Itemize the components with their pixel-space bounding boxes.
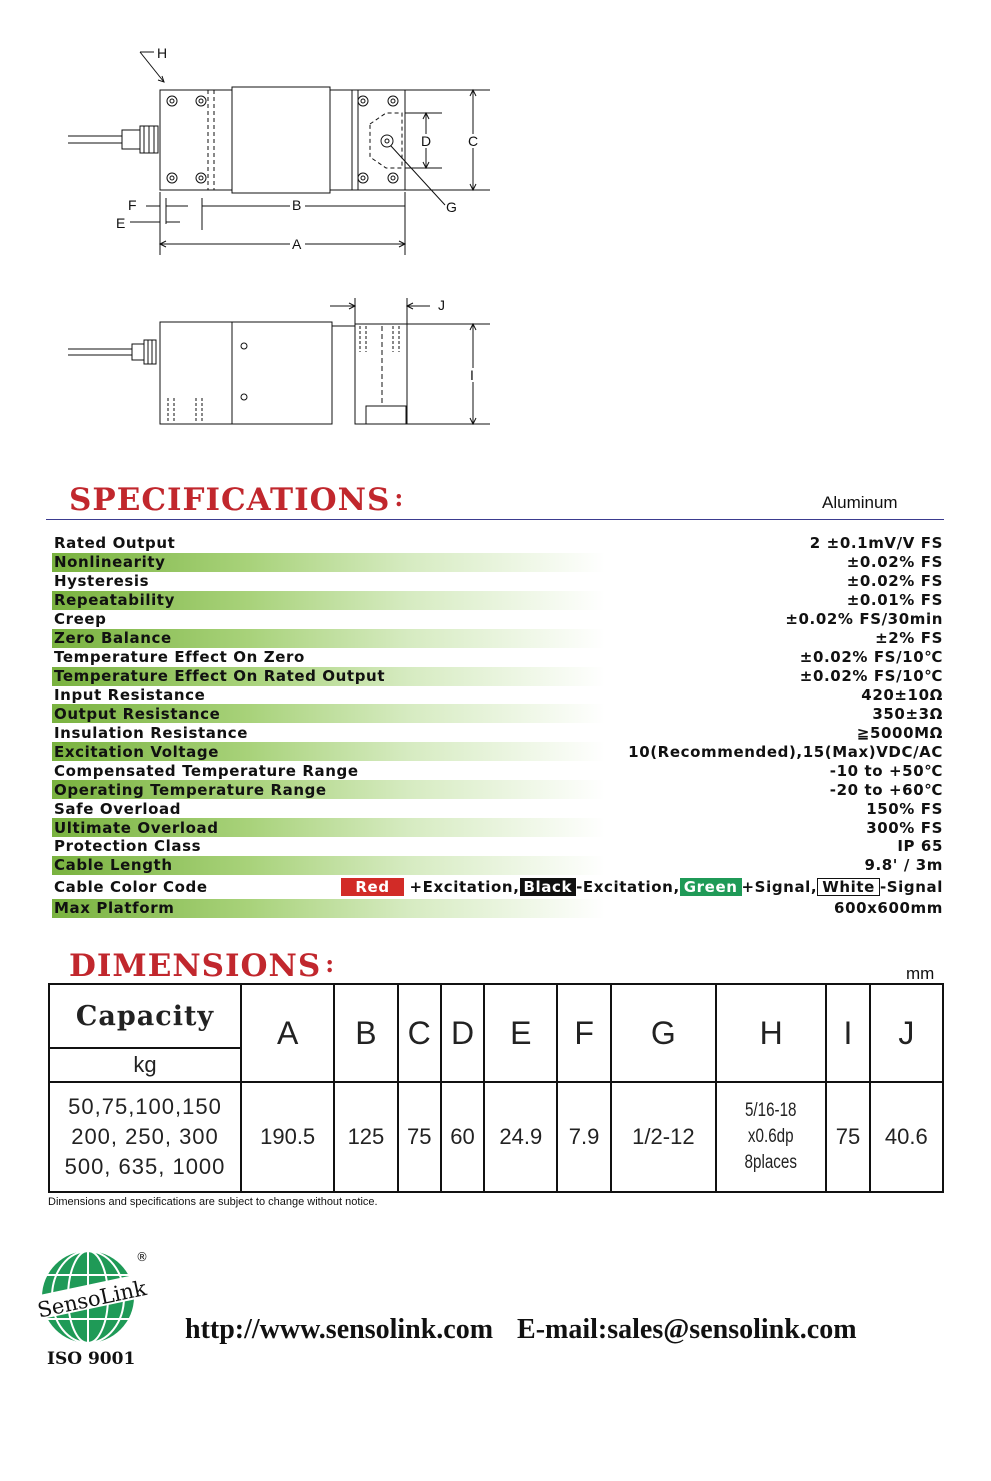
- label-b: B: [292, 197, 302, 213]
- email-link[interactable]: E-mail:sales@sensolink.com: [517, 1314, 857, 1345]
- red-wire-desc: +Excitation,: [409, 877, 520, 896]
- label-f: F: [128, 197, 137, 213]
- material-label: Aluminum: [822, 493, 898, 512]
- white-wire-desc: -Signal: [879, 877, 943, 896]
- spec-label: Cable Length: [54, 856, 173, 875]
- label-a: A: [292, 236, 302, 252]
- capacity-line: 200, 250, 300: [71, 1124, 219, 1149]
- contact-line: [185, 1314, 857, 1346]
- spec-value: -10 to +50℃: [829, 761, 943, 780]
- capacity-line: 50,75,100,150: [68, 1094, 222, 1119]
- logo-wordmark: SensoLink: [35, 1275, 149, 1323]
- spec-label: Protection Class: [54, 837, 202, 856]
- spec-row: [52, 818, 944, 837]
- spec-value: ±0.02% FS/10℃: [799, 648, 943, 667]
- spec-label: Cable Color Code: [54, 877, 208, 896]
- value-a: 190.5: [241, 1082, 334, 1192]
- spec-value: 420±10Ω: [861, 685, 943, 704]
- spec-value: ±0.01% FS: [846, 591, 943, 610]
- value-h: [716, 1082, 826, 1192]
- spec-label: Zero Balance: [54, 629, 172, 648]
- thread-line: 8places: [744, 1152, 798, 1173]
- spec-row: [52, 686, 944, 705]
- thread-line: 5/16-18: [745, 1100, 797, 1121]
- value-b: 125: [334, 1082, 397, 1192]
- green-wire-chip: Green: [680, 878, 742, 896]
- spec-label: Rated Output: [54, 534, 176, 553]
- spec-value: 9.8' / 3m: [864, 856, 943, 875]
- col-f: F: [557, 984, 610, 1082]
- col-d: D: [441, 984, 484, 1082]
- value-d: 60: [441, 1082, 484, 1192]
- spec-value: ±0.02% FS: [846, 553, 943, 572]
- value-g: 1/2-12: [611, 1082, 716, 1192]
- top-view: [68, 52, 490, 255]
- spec-row: [52, 723, 944, 742]
- cable-color-row: [52, 875, 944, 899]
- spec-row: [52, 761, 944, 780]
- dimensions-table: [48, 983, 944, 1193]
- col-b: B: [334, 984, 397, 1082]
- spec-value: 150% FS: [866, 799, 943, 818]
- value-e: 24.9: [484, 1082, 557, 1192]
- capacity-values: [49, 1082, 241, 1192]
- spec-row: [52, 667, 944, 686]
- spec-row-max-platform: [52, 899, 944, 918]
- label-d: D: [421, 133, 432, 149]
- capacity-line: 500, 635, 1000: [64, 1154, 226, 1179]
- side-view: [68, 298, 490, 424]
- spec-value: 2 ±0.1mV/V FS: [809, 534, 943, 553]
- spec-row: [52, 591, 944, 610]
- spec-label: Temperature Effect On Rated Output: [54, 667, 386, 686]
- spec-value: -20 to +60℃: [829, 780, 943, 799]
- spec-label: Repeatability: [54, 591, 175, 610]
- spec-row: [52, 553, 944, 572]
- value-i: 75: [826, 1082, 869, 1192]
- spec-label: Nonlinearity: [54, 553, 166, 572]
- spec-label: Ultimate Overload: [54, 818, 219, 837]
- spec-label: Max Platform: [54, 899, 175, 918]
- spec-value: ≧5000MΩ: [856, 723, 943, 742]
- col-i: I: [826, 984, 869, 1082]
- spec-row: [52, 837, 944, 856]
- spec-row: [52, 572, 944, 591]
- spec-label: Excitation Voltage: [54, 742, 220, 761]
- spec-label: Operating Temperature Range: [54, 780, 327, 799]
- spec-value: ±2% FS: [875, 629, 943, 648]
- label-h: H: [157, 45, 168, 61]
- value-c: 75: [398, 1082, 441, 1192]
- col-j: J: [870, 984, 943, 1082]
- registered-mark: ®: [136, 1250, 148, 1264]
- spec-value: ±0.02% FS/10℃: [799, 667, 943, 686]
- spec-value: 10(Recommended),15(Max)VDC/AC: [628, 742, 943, 761]
- col-e: E: [484, 984, 557, 1082]
- col-c: C: [398, 984, 441, 1082]
- spec-value: ±0.02% FS: [846, 572, 943, 591]
- value-j: 40.6: [870, 1082, 943, 1192]
- red-wire-chip: Red: [341, 878, 403, 896]
- col-a: A: [241, 984, 334, 1082]
- spec-row: [52, 648, 944, 667]
- spec-row: [52, 534, 944, 553]
- value-f: 7.9: [557, 1082, 610, 1192]
- spec-value: 350±3Ω: [872, 704, 943, 723]
- load-cell-drawing: [60, 40, 510, 440]
- label-c: C: [468, 133, 479, 149]
- col-h: H: [716, 984, 826, 1082]
- spec-value: 300% FS: [866, 818, 943, 837]
- spec-label: Input Resistance: [54, 685, 206, 704]
- spec-label: Safe Overload: [54, 799, 182, 818]
- spec-label: Creep: [54, 610, 107, 629]
- unit-label: mm: [906, 964, 935, 983]
- website-link[interactable]: http://www.sensolink.com: [185, 1314, 494, 1345]
- spec-row: [52, 704, 944, 723]
- spec-row: [52, 742, 944, 761]
- spec-label: Hysteresis: [54, 572, 150, 591]
- spec-label: Compensated Temperature Range: [54, 761, 359, 780]
- spec-row: [52, 629, 944, 648]
- spec-value: IP 65: [897, 837, 943, 856]
- spec-value: ±0.02% FS/30min: [785, 610, 943, 629]
- spec-label: Insulation Resistance: [54, 723, 249, 742]
- divider: [46, 519, 944, 520]
- spec-row: [52, 780, 944, 799]
- cable-color-value: [341, 878, 944, 896]
- specifications-table: [52, 534, 944, 918]
- label-g: G: [446, 199, 457, 215]
- black-wire-chip: Black: [520, 878, 577, 896]
- label-e: E: [116, 215, 126, 231]
- label-j: J: [438, 297, 445, 313]
- spec-label: Output Resistance: [54, 704, 221, 723]
- black-wire-desc: -Excitation,: [576, 877, 680, 896]
- spec-row: [52, 856, 944, 875]
- spec-value: 600x600mm: [834, 899, 943, 918]
- disclaimer-note: Dimensions and specifications are subject to change without notice.: [48, 1196, 378, 1208]
- specifications-title: SPECIFICATIONS :: [69, 482, 405, 518]
- dimensions-title: DIMENSIONS :: [69, 948, 336, 984]
- capacity-header: Capacity: [49, 984, 241, 1048]
- thread-line: x0.6dp: [748, 1126, 794, 1147]
- col-g: G: [611, 984, 716, 1082]
- white-wire-chip: White: [817, 878, 880, 896]
- iso-certification: ISO 9001: [47, 1349, 136, 1369]
- spec-label: Temperature Effect On Zero: [54, 648, 305, 667]
- green-wire-desc: +Signal,: [741, 877, 818, 896]
- label-i: I: [470, 367, 474, 383]
- spec-row: [52, 799, 944, 818]
- spec-row: [52, 610, 944, 629]
- capacity-unit: kg: [49, 1048, 241, 1082]
